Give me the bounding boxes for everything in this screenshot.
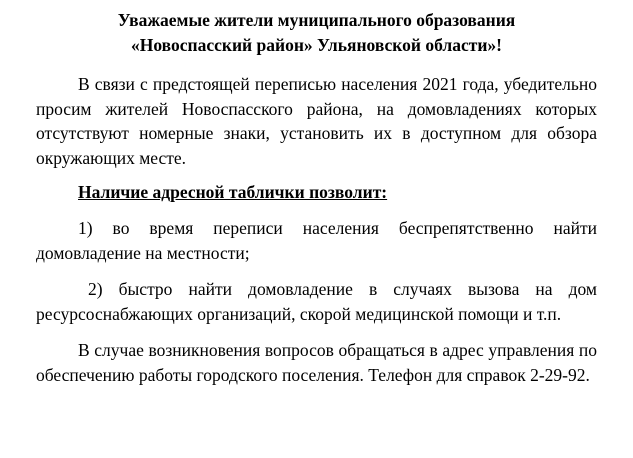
- list-item-1: 1) во время переписи населения беспрепятственно найти домовладение на местности;: [36, 218, 597, 263]
- notice-title-line-1: Уважаемые жители муниципального образования: [117, 10, 516, 30]
- closing-paragraph: В случае возникновения вопросов обращаться в адрес управления по обеспечению работы городского поселения. Телефон для справок 2-29-92.: [36, 340, 597, 385]
- subheading: Наличие адресной таблички позволит:: [78, 182, 388, 202]
- list-item-2: 2) быстро найти домовладение в случаях вызова на дом ресурсоснабжающих организаций, скорой медицинской помощи и т.п.: [36, 279, 597, 324]
- notice-title-line-2: «Новоспасский район» Ульяновской области»!: [131, 35, 502, 55]
- intro-paragraph: В связи с предстоящей переписью населения 2021 года, убедительно просим жителей Новоспасского района, на домовладениях которых отсутствуют номерные знаки, установить их в доступном для обзора окружающих месте.: [36, 74, 597, 168]
